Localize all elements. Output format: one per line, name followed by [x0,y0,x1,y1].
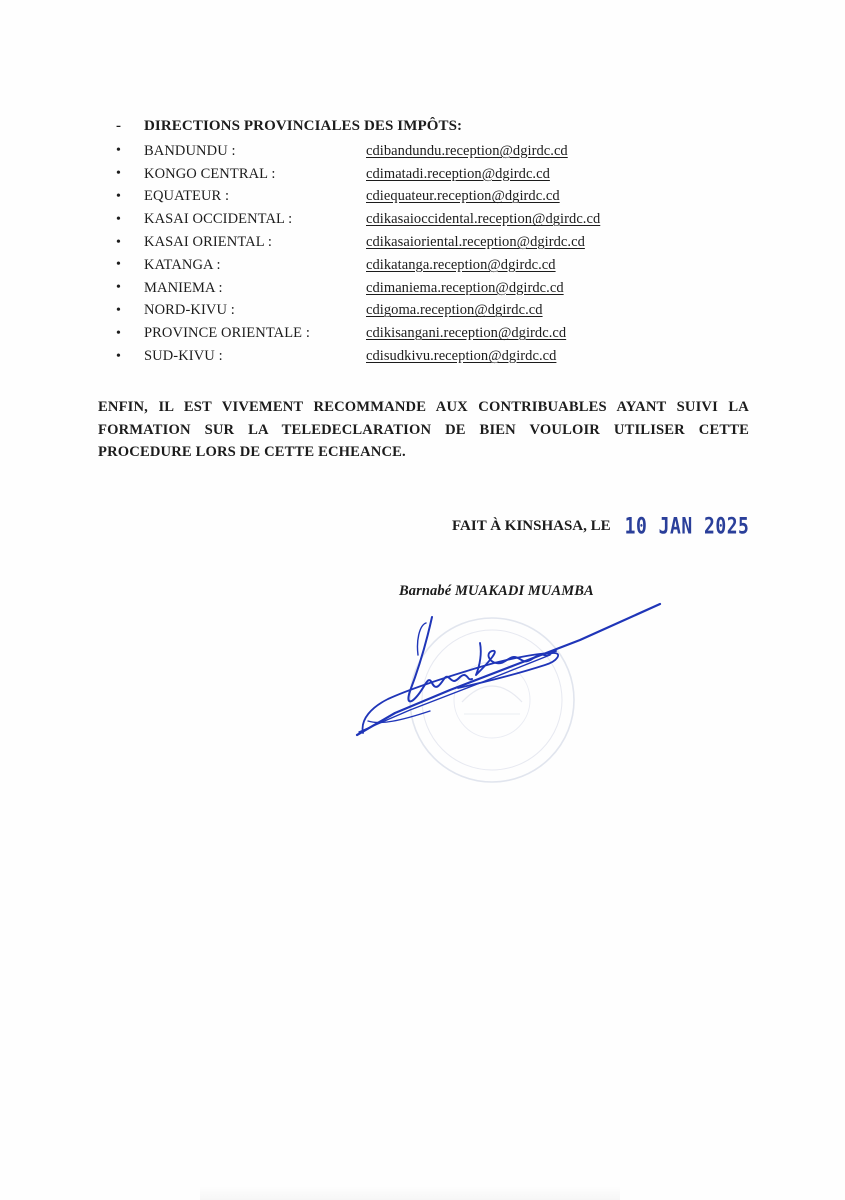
province-email-link[interactable]: cdisudkivu.reception@dgirdc.cd [366,348,557,365]
scan-artifact [200,1186,620,1200]
bullet-icon: • [116,257,121,273]
list-item [116,277,716,300]
province-email-link[interactable]: cdigoma.reception@dgirdc.cd [366,302,543,319]
list-item [116,231,716,254]
list-item [116,300,716,323]
date-stamp: 10 JAN 2025 [624,513,750,540]
province-email-link[interactable]: cdimaniema.reception@dgirdc.cd [366,279,564,296]
list-item [116,322,716,345]
bullet-icon: • [116,348,121,364]
bullet-icon: • [116,143,121,159]
province-name: PROVINCE ORIENTALE : [144,325,310,342]
bullet-icon: • [116,280,121,296]
bullet-icon: • [116,325,121,341]
provincial-directions-list [116,140,716,368]
province-email-link[interactable]: cdibandundu.reception@dgirdc.cd [366,142,568,159]
heading-dash: - [116,118,122,134]
province-name: NORD-KIVU : [144,302,235,319]
province-email-link[interactable]: cdikisangani.reception@dgirdc.cd [366,325,567,342]
bullet-icon: • [116,302,121,318]
list-item [116,345,716,368]
bullet-icon: • [116,211,121,227]
province-name: KASAI OCCIDENTAL : [144,211,293,228]
heading-title: DIRECTIONS PROVINCIALES DES IMPÔTS: [144,118,463,134]
place-date-line [452,513,750,540]
province-email-link[interactable]: cdimatadi.reception@dgirdc.cd [366,165,550,182]
province-email-link[interactable]: cdiequateur.reception@dgirdc.cd [366,188,560,205]
list-item [116,208,716,231]
closing-paragraph: ENFIN, IL EST VIVEMENT RECOMMANDE AUX CONTRIBUABLES AYANT SUIVI LA FORMATION SUR LA TELEDECLARATION DE BIEN VOULOIR UTILISER CETTE PROCEDURE LORS DE CETTE ECHEANCE. [98,399,749,460]
handwritten-signature-icon [340,595,680,745]
province-name: MANIEMA : [144,279,223,296]
list-item [116,254,716,277]
province-email-link[interactable]: cdikasaioccidental.reception@dgirdc.cd [366,211,601,228]
list-item [116,163,716,186]
place-label: FAIT À KINSHASA, LE [452,518,611,534]
list-item [116,186,716,209]
province-name: EQUATEUR : [144,188,230,205]
bullet-icon: • [116,234,121,250]
province-name: SUD-KIVU : [144,348,223,365]
bullet-icon: • [116,166,121,182]
province-name: KONGO CENTRAL : [144,165,276,182]
province-email-link[interactable]: cdikatanga.reception@dgirdc.cd [366,256,556,273]
list-item [116,140,716,163]
signatory-name: Barnabé MUAKADI MUAMBA [399,583,594,599]
province-name: KATANGA : [144,256,221,273]
province-email-link[interactable]: cdikasaioriental.reception@dgirdc.cd [366,234,585,251]
province-name: KASAI ORIENTAL : [144,234,272,251]
province-name: BANDUNDU : [144,142,236,159]
bullet-icon: • [116,188,121,204]
section-heading [116,118,462,135]
